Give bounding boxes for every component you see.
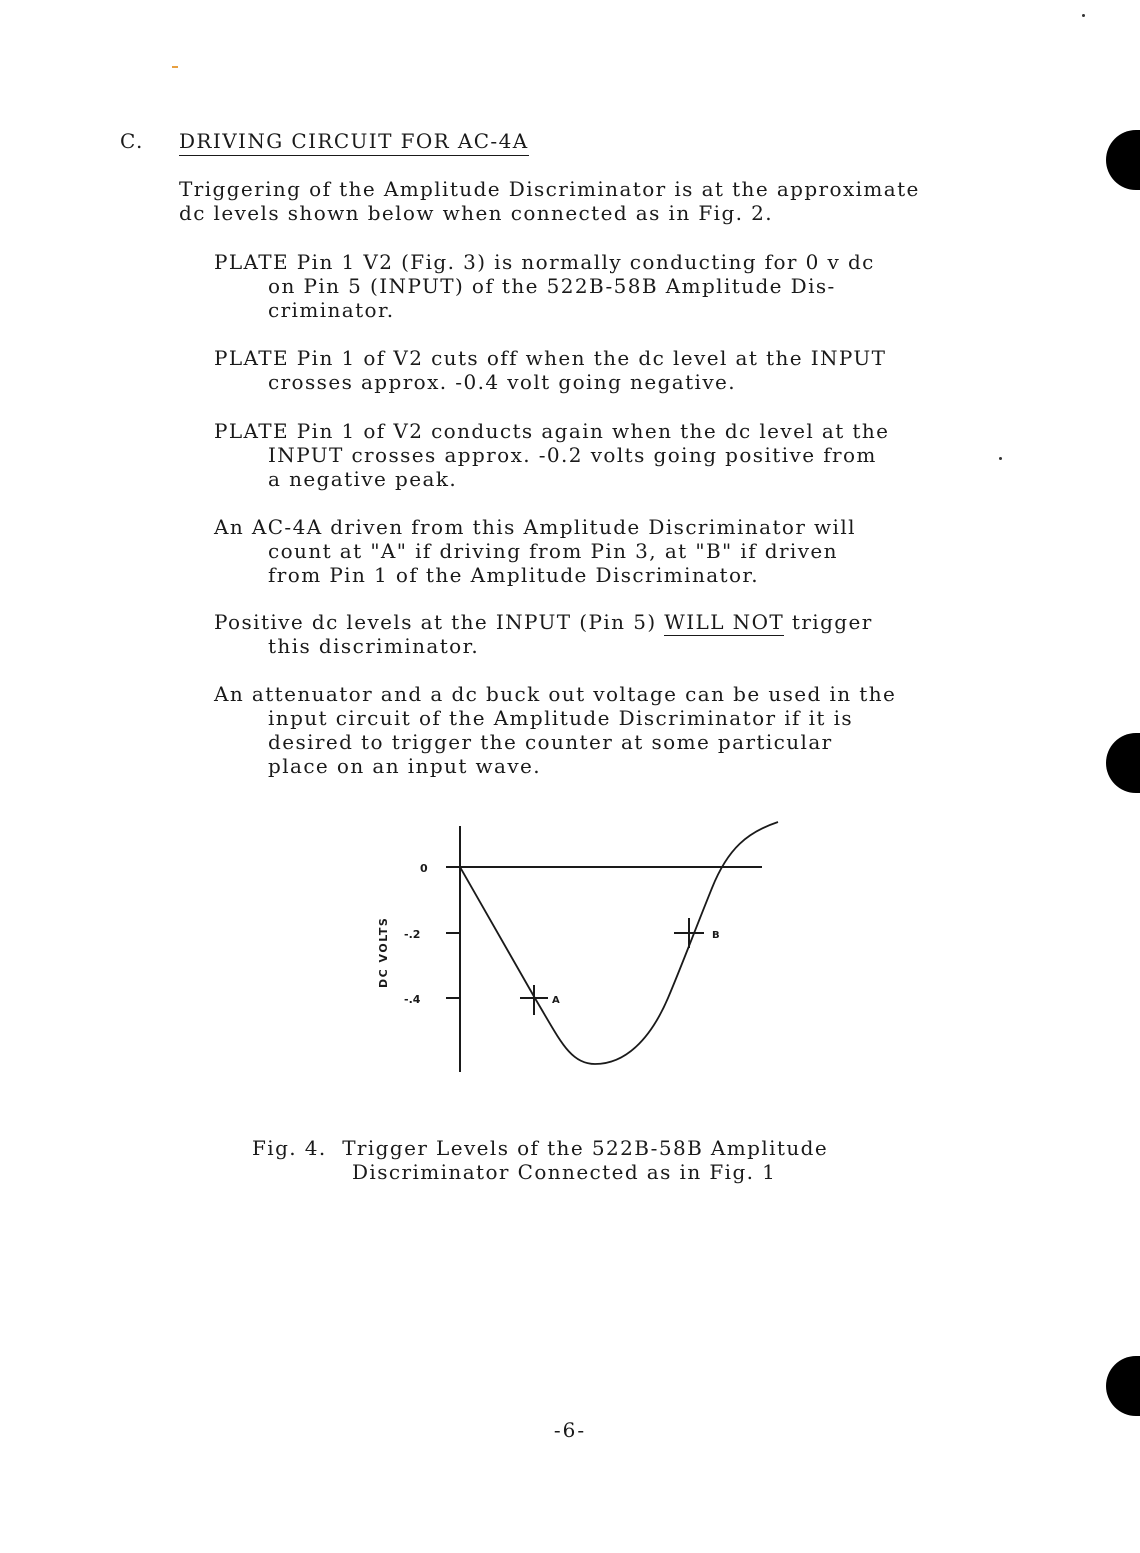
- paragraph-plate-cutoff: [214, 346, 886, 394]
- paragraph-first-line: An attenuator and a dc buck out voltage can be used in the: [214, 682, 897, 706]
- binder-hole-1: [1106, 130, 1140, 190]
- marker-b-label: B: [712, 930, 720, 941]
- paragraph-line: count at "A" if driving from Pin 3, at "B" if driven: [268, 539, 838, 563]
- paragraph-line: a negative peak.: [268, 467, 458, 491]
- underlined-emphasis: WILL NOT: [664, 610, 785, 634]
- paragraph-line: on Pin 5 (INPUT) of the 522B-58B Amplitude Dis-: [268, 274, 836, 298]
- page-number: -6-: [553, 1418, 587, 1442]
- paragraph-first-line: [214, 610, 873, 634]
- paragraph-plate-conducting: [214, 250, 875, 322]
- intro-paragraph: [179, 177, 920, 225]
- tick-label: -.2: [404, 928, 421, 941]
- section-title: DRIVING CIRCUIT FOR AC-4A: [179, 129, 529, 156]
- paragraph-line: from Pin 1 of the Amplitude Discriminator.: [268, 563, 759, 587]
- input-waveform: [460, 822, 778, 1064]
- intro-line: Triggering of the Amplitude Discriminator is at the approximate: [179, 177, 920, 201]
- section-letter: C.: [120, 129, 144, 153]
- paragraph-positive-levels: [214, 610, 873, 658]
- caption-line-1: Fig. 4. Trigger Levels of the 522B-58B Amplitude: [252, 1136, 829, 1160]
- paragraph-ac4a-count: [214, 515, 856, 587]
- binder-hole-2: [1106, 733, 1140, 793]
- marker-a-label: A: [552, 995, 560, 1006]
- scan-speck: [999, 457, 1002, 460]
- paragraph-line: criminator.: [268, 298, 395, 322]
- paragraph-line: input circuit of the Amplitude Discriminator if it is: [268, 706, 854, 730]
- trigger-level-figure: [360, 815, 800, 1085]
- paragraph-line: place on an input wave.: [268, 754, 542, 778]
- paragraph-line: crosses approx. -0.4 volt going negative.: [268, 370, 737, 394]
- paragraph-first-line: PLATE Pin 1 V2 (Fig. 3) is normally conducting for 0 v dc: [214, 250, 875, 274]
- paragraph-line: INPUT crosses approx. -0.2 volts going positive from: [268, 443, 877, 467]
- tick-label: 0: [420, 862, 428, 875]
- intro-line: dc levels shown below when connected as in Fig. 2.: [179, 201, 774, 225]
- paragraph-line: desired to trigger the counter at some particular: [268, 730, 833, 754]
- scan-speck: [1082, 14, 1085, 17]
- paragraph-first-line: PLATE Pin 1 of V2 cuts off when the dc level at the INPUT: [214, 346, 887, 370]
- paragraph-plate-conducts-again: [214, 419, 889, 491]
- scan-speck: [172, 66, 178, 68]
- paragraph-attenuator: [214, 682, 896, 778]
- paragraph-first-line: PLATE Pin 1 of V2 conducts again when the dc level at the: [214, 419, 890, 443]
- caption-line-2: Discriminator Connected as in Fig. 1: [352, 1160, 777, 1184]
- binder-hole-3: [1106, 1356, 1140, 1416]
- tick-label: -.4: [404, 993, 421, 1006]
- y-axis-label: DC VOLTS: [377, 916, 390, 988]
- paragraph-first-line: An AC-4A driven from this Amplitude Discriminator will: [214, 515, 856, 539]
- text-run: trigger: [784, 610, 873, 634]
- paragraph-line: this discriminator.: [268, 634, 480, 658]
- figure-caption: [252, 1136, 828, 1184]
- text-run: Positive dc levels at the INPUT (Pin 5): [214, 610, 665, 634]
